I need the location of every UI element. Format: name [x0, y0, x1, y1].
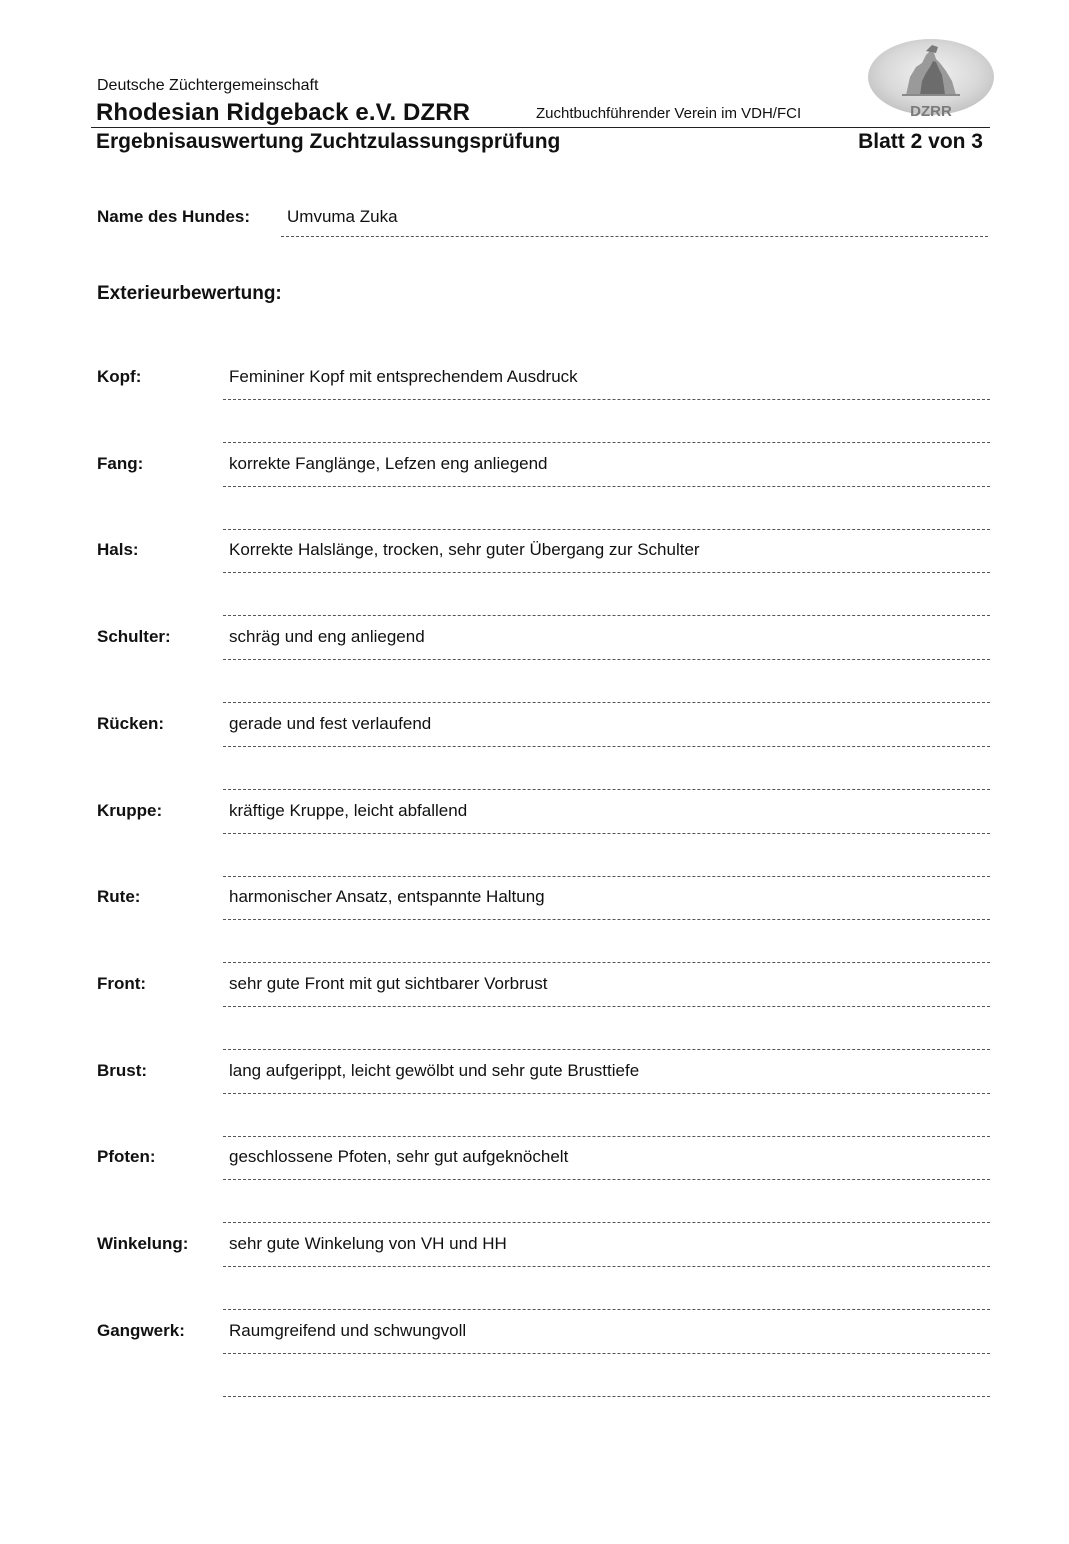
dotted-line — [223, 615, 990, 616]
criterion-text: sehr gute Front mit gut sichtbarer Vorbrust — [229, 973, 548, 993]
criterion-text: geschlossene Pfoten, sehr gut aufgeknöchelt — [229, 1147, 569, 1167]
document-title: Ergebnisauswertung Zuchtzulassungsprüfung — [96, 130, 561, 153]
dotted-line — [223, 1309, 990, 1310]
dotted-line — [223, 833, 990, 834]
dog-name-label: Name des Hundes: — [97, 207, 251, 226]
logo-text: DZRR — [910, 103, 952, 120]
criterion-text: kräftige Kruppe, leicht abfallend — [229, 800, 468, 820]
dotted-line — [223, 442, 990, 443]
criterion-label: Kopf: — [97, 367, 142, 386]
section-title: Exterieurbewertung: — [97, 283, 282, 304]
criterion-label: Fang: — [97, 453, 144, 473]
dotted-line — [223, 1353, 990, 1354]
dotted-line — [223, 789, 990, 790]
dotted-line — [223, 962, 990, 963]
criterion-text: Raumgreifend und schwungvoll — [229, 1320, 467, 1340]
criterion-text: schräg und eng anliegend — [229, 627, 425, 647]
criterion-text: harmonischer Ansatz, entspannte Haltung — [229, 887, 545, 907]
dog-name-value: Umvuma Zuka — [287, 207, 398, 226]
dotted-line — [223, 1396, 990, 1397]
criterion-label: Rute: — [97, 887, 141, 907]
criterion-label: Pfoten: — [97, 1147, 156, 1167]
dotted-line — [223, 1006, 990, 1007]
dotted-line — [223, 572, 990, 573]
criterion-text: Korrekte Halslänge, trocken, sehr guter Übergang zur Schulter — [229, 540, 700, 560]
dotted-line — [223, 1049, 990, 1050]
dotted-line — [223, 919, 990, 920]
criterion-text: sehr gute Winkelung von VH und HH — [229, 1234, 507, 1253]
dotted-line — [223, 1179, 990, 1180]
dotted-line — [223, 659, 990, 660]
club-name: Rhodesian Ridgeback e.V. DZRR — [96, 99, 471, 126]
criterion-label: Hals: — [97, 540, 139, 560]
criterion-label: Brust: — [97, 1060, 148, 1080]
criterion-text: gerade und fest verlaufend — [229, 713, 432, 733]
criterion-label: Front: — [97, 973, 147, 993]
dog-name-dotted-line — [281, 236, 988, 237]
dotted-line — [223, 486, 990, 487]
criterion-label: Rücken: — [97, 713, 165, 733]
criterion-text: lang aufgerippt, leicht gewölbt und sehr gute Brusttiefe — [229, 1060, 640, 1080]
criterion-label: Winkelung: — [97, 1234, 189, 1253]
dotted-line — [223, 1093, 990, 1094]
dotted-line — [223, 399, 990, 400]
criterion-text: Femininer Kopf mit entsprechendem Ausdruck — [229, 367, 578, 386]
dotted-line — [223, 702, 990, 703]
dotted-line — [223, 1222, 990, 1223]
criterion-label: Kruppe: — [97, 800, 163, 820]
criterion-text: korrekte Fanglänge, Lefzen eng anliegend — [229, 453, 548, 473]
dotted-line — [223, 1136, 990, 1137]
criterion-label: Schulter: — [97, 627, 171, 647]
affiliation-text: Zuchtbuchführender Verein im VDH/FCI — [536, 105, 802, 122]
dzrr-logo-icon — [866, 37, 996, 121]
header-rule — [91, 127, 990, 128]
dotted-line — [223, 876, 990, 877]
criterion-label: Gangwerk: — [97, 1320, 185, 1340]
organization-name: Deutsche Züchtergemeinschaft — [97, 77, 319, 94]
dotted-line — [223, 529, 990, 530]
dotted-line — [223, 746, 990, 747]
dotted-line — [223, 1266, 990, 1267]
sheet-number: Blatt 2 von 3 — [858, 130, 983, 153]
